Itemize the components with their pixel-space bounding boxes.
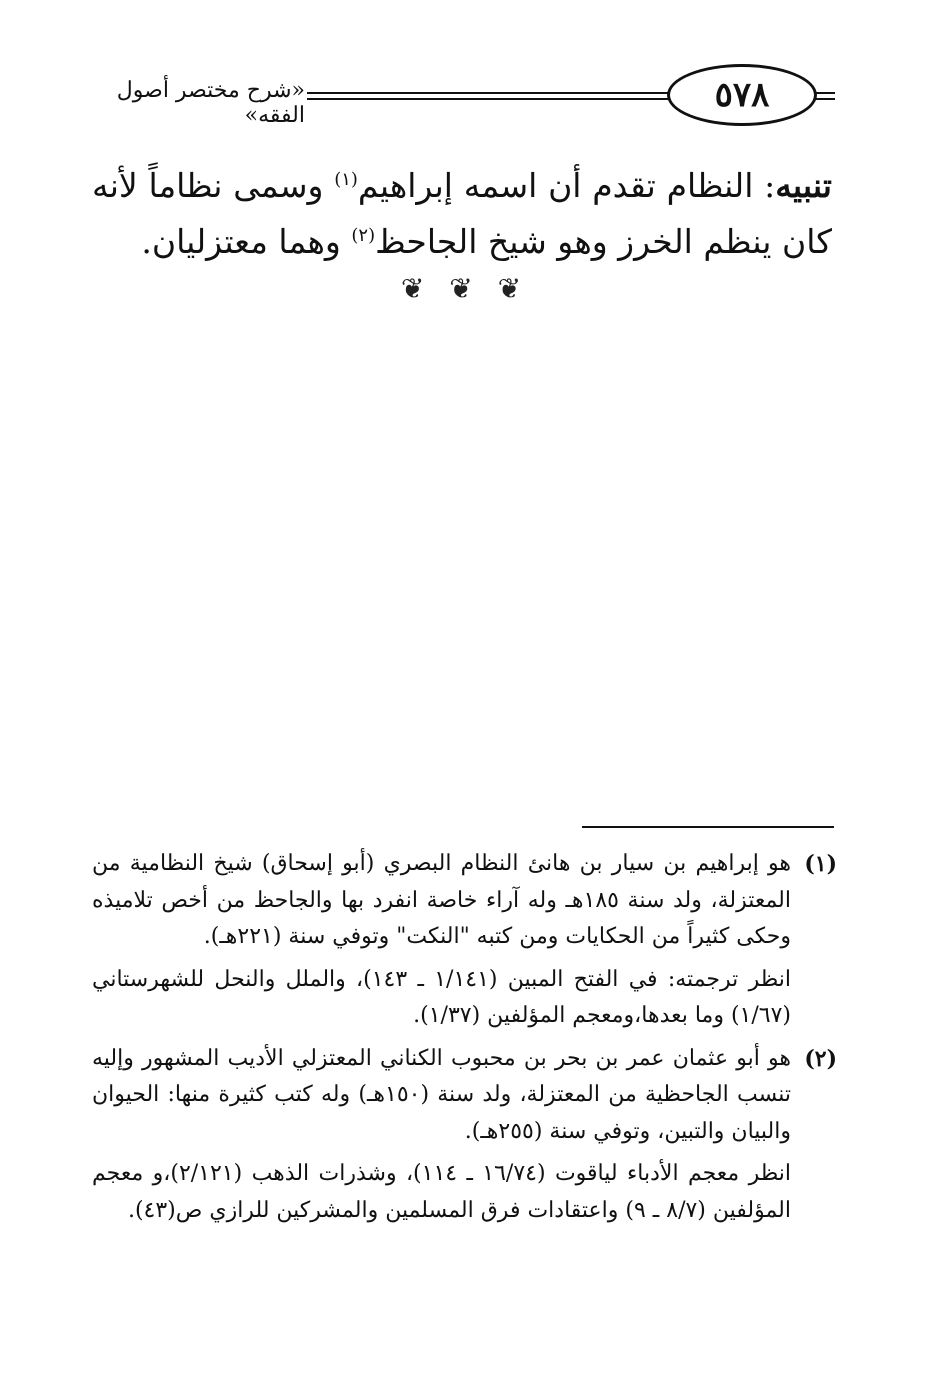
- footnote-ref-1: (١): [334, 169, 358, 190]
- main-text-part3: وهما معتزليان.: [141, 222, 352, 261]
- running-title: «شرح مختصر أصول الفقه»: [116, 78, 305, 128]
- footnote-2-number: (٢): [804, 1045, 837, 1072]
- main-text-part1: : النظام تقدم أن اسمه إبراهيم: [357, 166, 776, 205]
- footnote-1-ref-text: انظر ترجمته: في الفتح المبين (١/١٤١ ـ ١٤٣)، والملل والنحل للشهرستاني (١/٦٧) وما بعدها،ومعجم المؤلفين (١/٣٧).: [92, 966, 791, 1028]
- footnote-2-text: هو أبو عثمان عمر بن بحر بن محبوب الكناني المعتزلي الأديب المشهور وإليه تنسب الجاحظية من المعتزلة، ولد سنة (١٥٠هـ) وله كتب كثيرة منها: الحيوان والبيان والتبين، وتوفي سنة (٢٥٥هـ).: [92, 1045, 791, 1144]
- page-header: [85, 60, 835, 140]
- footnote-1: [92, 846, 837, 956]
- footnote-1-text: هو إبراهيم بن سيار بن هانئ النظام البصري (أبو إسحاق) شيخ النظامية من المعتزلة، ولد سنة ١٨٥هـ وله آراء خاصة انفرد بها والجاحظ من أخص تلاميذه وحكى كثيراً من الحكايات ومن كتبه "النكت" وتوفي سنة (٢٢١هـ).: [92, 851, 791, 949]
- footnote-ref-2: (٢): [351, 225, 376, 246]
- footnote-2: [92, 1041, 837, 1151]
- main-text-part2: وسمى نظاماً لأنه كان ينظم الخرز وهو شيخ الجاحظ: [92, 166, 832, 261]
- header-rule-left: [307, 92, 671, 100]
- page-number: ٥٧٨: [667, 64, 817, 126]
- section-ornament: ❦ ❦ ❦: [400, 272, 530, 305]
- footnote-1-number: (١): [804, 851, 837, 877]
- footnote-2-ref-text: انظر معجم الأدباء لياقوت (١٦/٧٤ ـ ١١٤)، وشذرات الذهب (٢/١٢١)،و معجم المؤلفين (٨/٧ ـ ٩) واعتقادات فرق المسلمين والمشركين للرازي ص(٤٣).: [92, 1161, 791, 1223]
- footnote-1-references: [92, 962, 837, 1035]
- footnotes: [92, 846, 837, 1235]
- main-paragraph: [92, 158, 832, 270]
- footnote-separator: [582, 826, 834, 828]
- footnote-2-references: [92, 1156, 837, 1229]
- note-term: تنبيه: [775, 166, 832, 205]
